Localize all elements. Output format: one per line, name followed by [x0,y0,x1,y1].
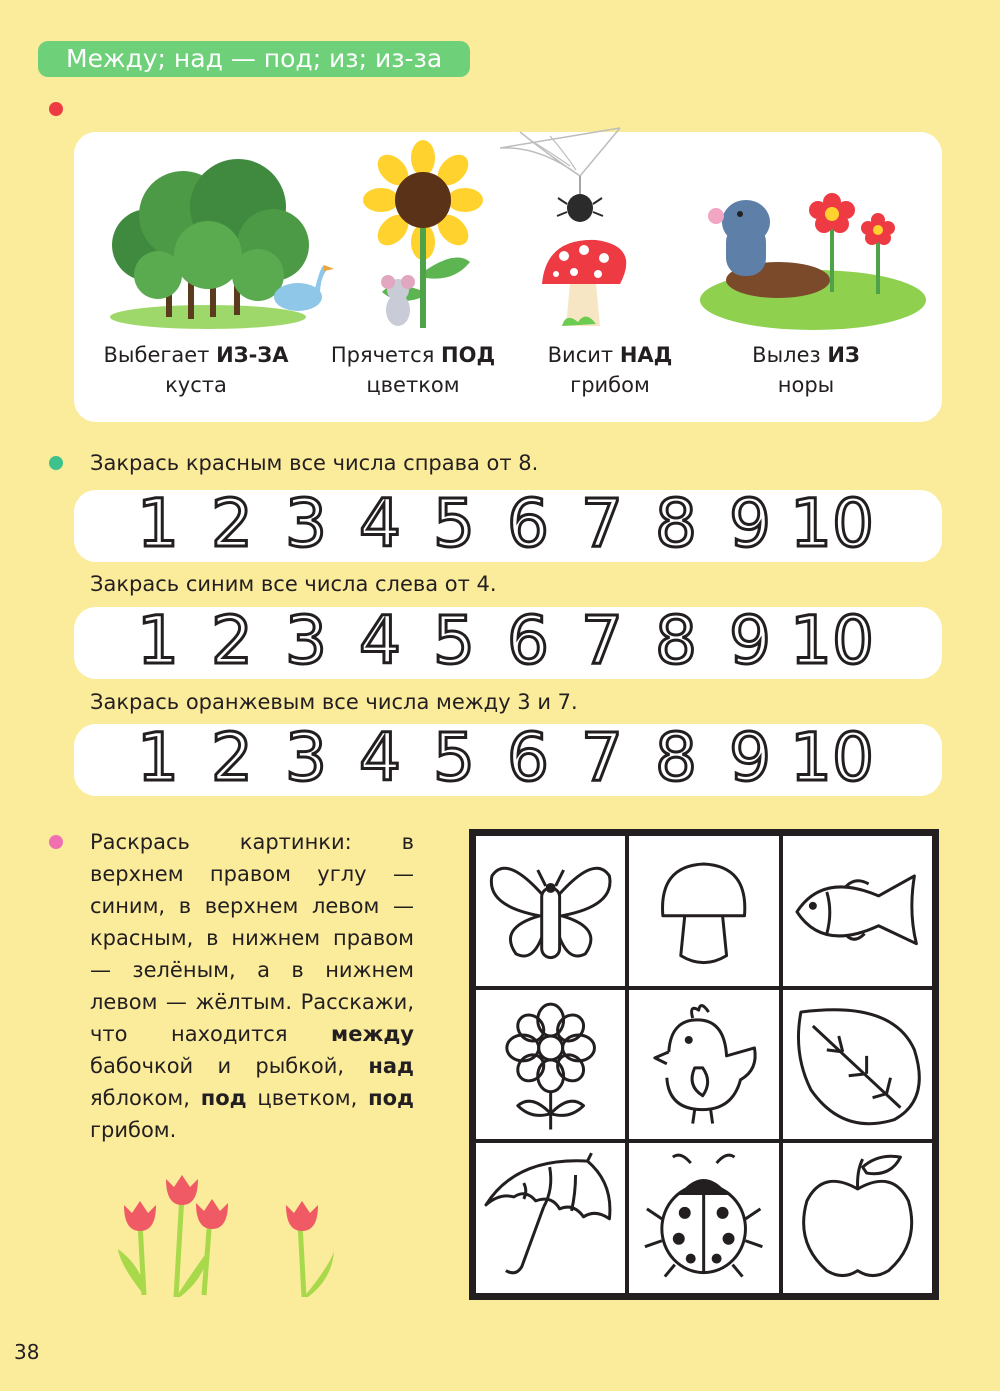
number-1[interactable]: 1 [137,490,179,562]
number-strip-3 [74,724,942,796]
number-10[interactable]: 10 [790,607,874,679]
number-3[interactable]: 3 [285,607,327,679]
coloring-instruction: Раскрась картинки: в верхнем правом углу — синим, в верхнем левом — красным, в нижнем правом — зелёным, а в нижнем левом — жёлтым. Расскажи, что находится между бабочкой и рыбкой, над яблоком, под цветком, под грибом. [90,830,414,1142]
task-instruction-1: Закрась красным все числа справа от 8. [90,451,539,475]
umbrella-icon[interactable] [474,1141,627,1295]
butterfly-icon[interactable] [474,834,627,988]
mole-in-hole-icon [698,180,928,335]
spider-over-mushroom-icon [500,126,650,336]
chick-icon[interactable] [627,988,780,1142]
number-5[interactable]: 5 [433,724,475,796]
number-2[interactable]: 2 [211,724,253,796]
number-1[interactable]: 1 [137,607,179,679]
bush-with-goose-icon [88,135,338,335]
number-7[interactable]: 7 [581,724,623,796]
number-6[interactable]: 6 [507,724,549,796]
apple-icon[interactable] [781,1141,934,1295]
flower-icon[interactable] [474,988,627,1142]
section-title: Между; над — под; из; из-за [38,41,470,77]
number-6[interactable]: 6 [507,490,549,562]
number-9[interactable]: 9 [729,724,771,796]
number-8[interactable]: 8 [655,724,697,796]
number-5[interactable]: 5 [433,607,475,679]
number-3[interactable]: 3 [285,724,327,796]
number-2[interactable]: 2 [211,490,253,562]
coloring-grid [469,829,939,1300]
number-4[interactable]: 4 [359,724,401,796]
bullet-pink-dot [49,835,63,849]
mushroom-icon[interactable] [627,834,780,988]
sunflower-with-mouse-icon [358,140,488,335]
page-number: 38 [14,1340,40,1364]
number-5[interactable]: 5 [433,490,475,562]
number-strip-1 [74,490,942,562]
fish-icon[interactable] [781,834,934,988]
ladybug-icon[interactable] [627,1141,780,1295]
example-caption-3: Висит НАД грибом [547,343,673,397]
number-8[interactable]: 8 [655,490,697,562]
number-6[interactable]: 6 [507,607,549,679]
number-7[interactable]: 7 [581,607,623,679]
number-2[interactable]: 2 [211,607,253,679]
example-caption-4: Вылез ИЗ норы [752,343,860,397]
example-caption-2: Прячется ПОД цветком [330,343,496,397]
bullet-red-dot [49,102,63,116]
number-1[interactable]: 1 [137,724,179,796]
number-10[interactable]: 10 [790,490,874,562]
number-4[interactable]: 4 [359,490,401,562]
number-10[interactable]: 10 [790,724,874,796]
number-strip-2 [74,607,942,679]
tulips-icon [110,1165,350,1305]
number-3[interactable]: 3 [285,490,327,562]
number-9[interactable]: 9 [729,490,771,562]
task-instruction-3: Закрась оранжевым все числа между 3 и 7. [90,690,578,714]
number-7[interactable]: 7 [581,490,623,562]
task-instruction-2: Закрась синим все числа слева от 4. [90,572,497,596]
number-4[interactable]: 4 [359,607,401,679]
example-caption-1: Выбегает ИЗ-ЗА куста [103,343,289,397]
number-8[interactable]: 8 [655,607,697,679]
bullet-green-dot [49,456,63,470]
leaf-icon[interactable] [781,988,934,1142]
number-9[interactable]: 9 [729,607,771,679]
